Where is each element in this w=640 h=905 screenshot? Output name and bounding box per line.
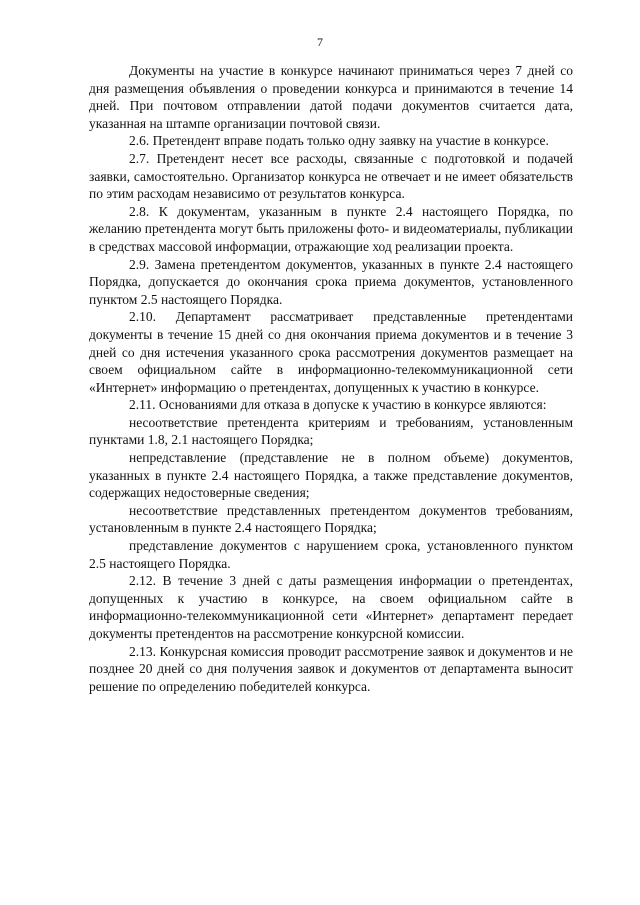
paragraph-2-9: 2.9. Замена претендентом документов, указанных в пункте 2.4 настоящего Порядка, допускается до окончания срока приема документов, установленного пунктом 2.5 настоящего Порядка. xyxy=(89,256,573,307)
paragraph-refusal-reason-4: представление документов с нарушением срока, установленного пунктом 2.5 настоящего Порядка. xyxy=(89,538,573,571)
paragraph-2-8: 2.8. К документам, указанным в пункте 2.4 настоящего Порядка, по желанию претендента могут быть приложены фото- и видеоматериалы, публикации в средствах массовой информации, отражающие ход реализации проекта. xyxy=(89,203,573,254)
paragraph-2-7: 2.7. Претендент несет все расходы, связанные с подготовкой и подачей заявки, самостоятельно. Организатор конкурса не отвечает и не имеет обязательств по этим расходам независимо от результатов конкурса. xyxy=(89,150,573,202)
paragraph-refusal-reason-2: непредставление (представление не в полном объеме) документов, указанных в пункте 2.4 настоящего Порядка, а также представление документов, содержащих недостоверные сведения; xyxy=(89,450,573,501)
paragraph-2-10: 2.10. Департамент рассматривает представленные претендентами документы в течение 15 дней со дня окончания приема документов и в течение 3 дней со дня истечения указанного срока рассмотрения документов размещает на своем официальном сайте в информационно-телекоммуникационной сети «Интернет» информацию о претендентах, допущенных к участию в конкурсе. xyxy=(89,309,573,395)
paragraph-2-6: 2.6. Претендент вправе подать только одну заявку на участие в конкурсе. xyxy=(129,133,549,149)
paragraph-2-11: 2.11. Основаниями для отказа в допуске к участию в конкурсе являются: xyxy=(129,397,547,413)
paragraph-document-acceptance: Документы на участие в конкурсе начинают приниматься через 7 дней со дня размещения объявления о проведении конкурса и принимаются в течение 14 дней. При почтовом отправлении датой подачи документов считается дата, указанная на штампе организации почтовой связи. xyxy=(89,63,573,131)
page-number: 7 xyxy=(317,35,323,49)
paragraph-2-12: 2.12. В течение 3 дней с даты размещения информации о претендентах, допущенных к участию в конкурсе, на своем официальном сайте в информационно-телекоммуникационной сети «Интернет» департамент передает документы претендентов на рассмотрение конкурсной комиссии. xyxy=(89,573,573,641)
document-body xyxy=(89,62,573,695)
paragraph-refusal-reason-1: несоответствие претендента критериям и требованиям, установленным пунктами 1.8, 2.1 настоящего Порядка; xyxy=(89,414,573,448)
paragraph-refusal-reason-3: несоответствие представленных претендентом документов требованиям, установленным в пункте 2.4 настоящего Порядка; xyxy=(89,502,573,536)
paragraph-2-13: 2.13. Конкурсная комиссия проводит рассмотрение заявок и документов и не позднее 20 дней со дня получения заявок и документов от департамента выносит решение по определению победителей конкурса. xyxy=(89,643,573,694)
